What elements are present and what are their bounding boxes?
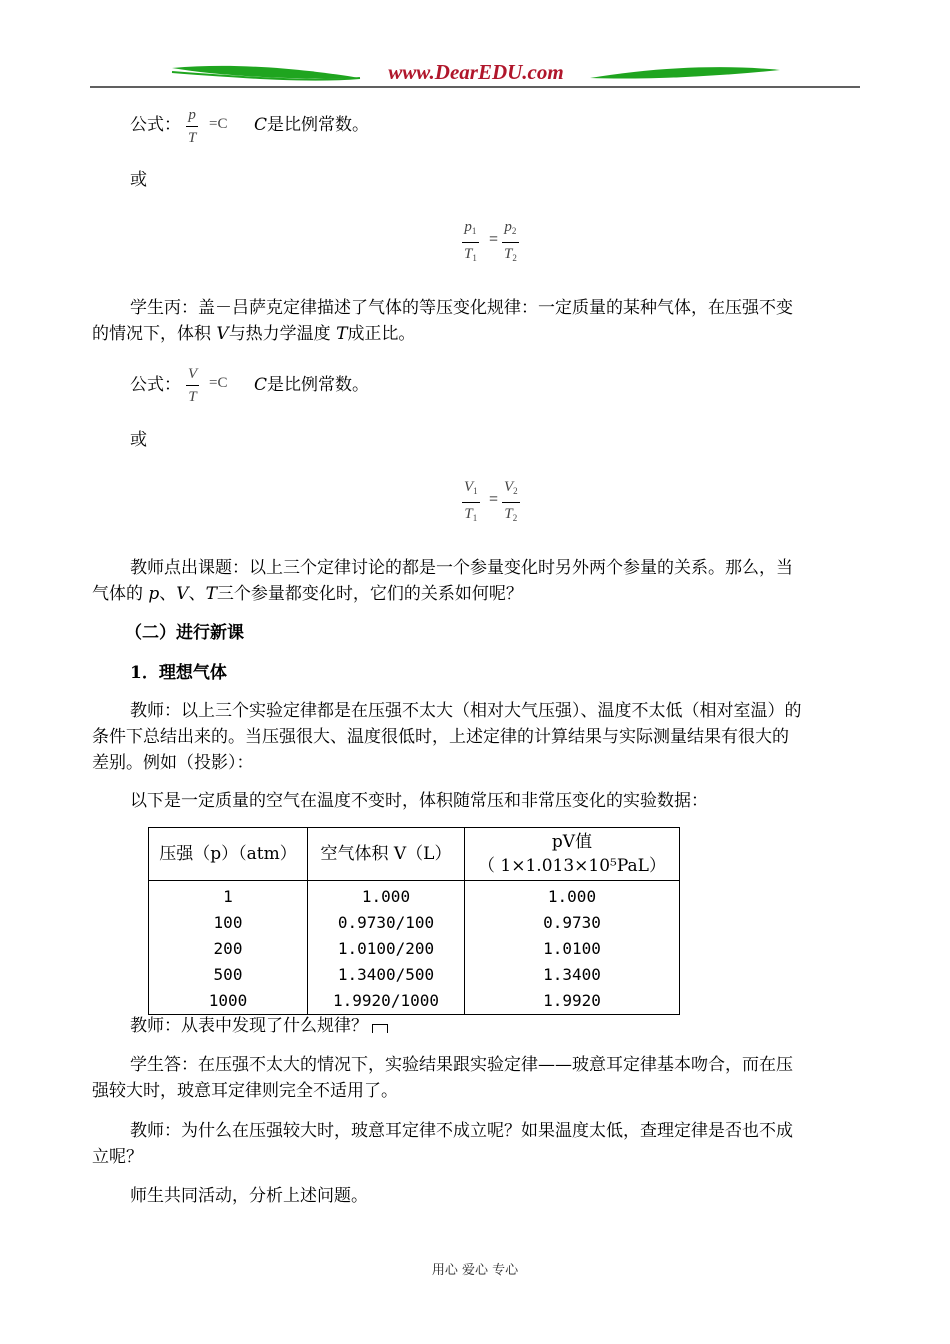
table-cell: 1.3400 [543, 965, 601, 984]
table-cell: 1.9920/1000 [333, 991, 439, 1010]
paragraph-teacher-1-line2: 条件下总结出来的。当压强很大、温度很低时，上述定律的计算结果与实际测量结果有很大的 [92, 727, 789, 747]
formula2-rhs: =C [209, 375, 228, 391]
constant-symbol: C [254, 375, 268, 395]
paragraph-teacher-why-line2: 立呢？ [92, 1147, 143, 1167]
or-label-2: 或 [130, 430, 147, 450]
table-header-pv: pV值 （ 1×1.013×10⁵PaL） [465, 828, 680, 881]
fraction-denominator: T [188, 389, 197, 405]
equation-charles: $p_1$ $T_1$ = $p_2$ $T_2$ [464, 219, 517, 263]
eq2-n1: V [464, 479, 474, 495]
paragraph-joint-activity: 师生共同活动，分析上述问题。 [130, 1186, 368, 1206]
fraction-numerator: V [188, 366, 198, 382]
formula2-fraction [186, 365, 199, 406]
fraction-bar [186, 126, 198, 127]
table-cell: 1.9920 [543, 991, 601, 1010]
eq1-d1: T [464, 246, 473, 262]
table-cell: 1 [223, 887, 233, 906]
paragraph-table-intro: 以下是一定质量的空气在温度不变时，体积随常压和非常压变化的实验数据： [130, 791, 708, 811]
table-cell: 1.000 [547, 887, 597, 906]
formula1-rhs: =C [209, 116, 228, 132]
table-cell: 1.3400/500 [337, 965, 435, 984]
eq1-n2: p [504, 219, 512, 235]
formula2-label: 公式： [130, 375, 181, 395]
table-cell: 0.9730/100 [337, 913, 435, 932]
fraction-numerator: p [188, 107, 196, 123]
paragraph-teacher-1-line1: 教师：以上三个实验定律都是在压强不太大（相对大气压强）、温度不太低（相对室温）的 [130, 701, 802, 721]
constant-note: 是比例常数。 [267, 115, 370, 135]
constant-symbol: C [254, 115, 268, 135]
paragraph-student-c-line2: 的情况下，体积 V与热力学温度 T成正比。 [92, 324, 416, 344]
fraction-bar [186, 385, 199, 386]
formula1-fraction [186, 106, 198, 147]
formula1-note [254, 112, 369, 138]
table-body-row [149, 881, 680, 1015]
table-header-volume: 空气体积 V（L） [308, 828, 465, 881]
eq2-n2: V [504, 479, 514, 495]
paragraph-student-answer-line2: 强较大时，玻意耳定律则完全不适用了。 [92, 1081, 398, 1101]
table-col-volume [308, 881, 465, 1015]
text-cursor-mark [372, 1024, 388, 1033]
table-header-pressure: 压强（p）（atm） [149, 828, 308, 881]
paragraph-teacher-why-line1: 教师：为什么在压强较大时，玻意耳定律不成立呢？如果温度太低，查理定律是否也不成 [130, 1121, 793, 1141]
eq2-d2: T [504, 506, 513, 522]
subsection-heading: 1．理想气体 [130, 663, 227, 683]
paragraph-teacher-1-line3: 差别。例如（投影）： [92, 753, 254, 773]
table-cell: 1000 [208, 991, 248, 1010]
header-banner [90, 58, 860, 92]
or-label-1: 或 [130, 170, 147, 190]
constant-note: 是比例常数。 [267, 375, 370, 395]
paragraph-topic-line1: 教师点出课题：以上三个定律讨论的都是一个参量变化时另外两个参量的关系。那么，当 [130, 558, 793, 578]
table-cell: 200 [213, 939, 243, 958]
table-col-pv [465, 881, 680, 1015]
table-cell: 500 [213, 965, 243, 984]
table-cell: 100 [213, 913, 243, 932]
fraction-denominator: T [188, 130, 197, 146]
table-cell: 1.000 [361, 887, 411, 906]
formula2-note [254, 372, 369, 398]
table-cell: 1.0100/200 [337, 939, 435, 958]
section-heading: （二）进行新课 [125, 623, 244, 643]
eq1-n1: p [464, 219, 472, 235]
paragraph-topic-line2: 气体的 p、V、T三个参量都变化时，它们的关系如何呢？ [92, 584, 523, 604]
table-cell: 1.0100 [543, 939, 601, 958]
site-logo: www.DearEDU.com [388, 60, 564, 84]
table-header-row [149, 828, 680, 881]
equation-gay-lussac: $V_1$ $T_1$ = $V_2$ $T_2$ [464, 479, 518, 523]
eq2-d1: T [464, 506, 473, 522]
table-col-pressure [149, 881, 308, 1015]
experiment-data-table [148, 827, 680, 1015]
paragraph-teacher-question: 教师：从表中发现了什么规律？ [130, 1013, 388, 1039]
page-footer: 用心 爱心 专心 [431, 1263, 519, 1278]
formula1-label: 公式： [130, 115, 181, 135]
eq1-d2: T [504, 246, 513, 262]
table-cell: 0.9730 [543, 913, 601, 932]
paragraph-student-answer-line1: 学生答：在压强不太大的情况下，实验结果跟实验定律——玻意耳定律基本吻合，而在压 [130, 1055, 793, 1075]
paragraph-student-c-line1: 学生丙：盖－吕萨克定律描述了气体的等压变化规律：一定质量的某种气体，在压强不变 [130, 298, 793, 318]
